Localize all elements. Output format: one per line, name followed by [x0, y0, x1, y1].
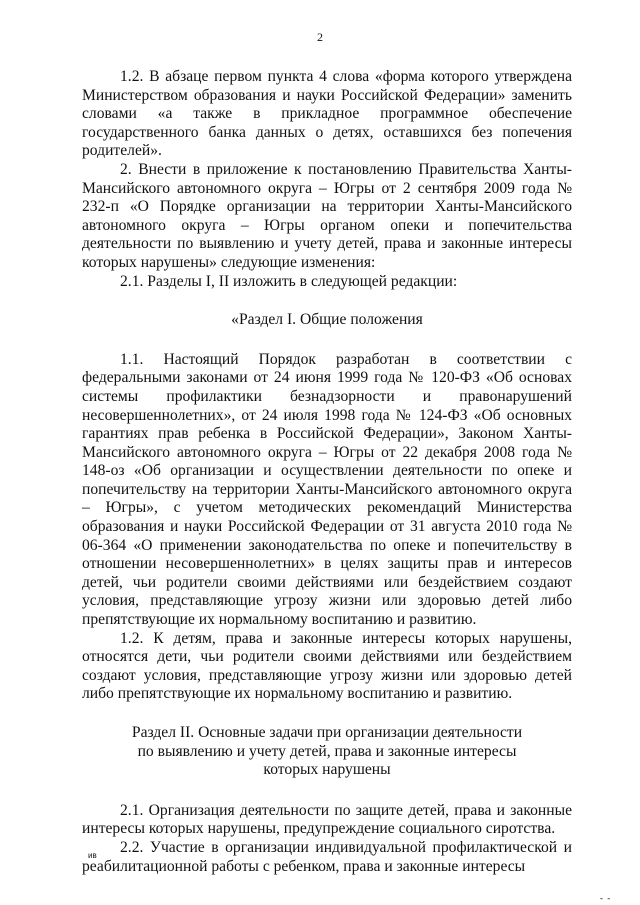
document-body [82, 68, 572, 876]
section-1-paragraph-1-2: 1.2. К детям, права и законные интересы которых нарушены, относятся дети, чьи родители своими действиями или бездействием создают условия, представляющие угрозу жизни или здоровью детей либо препятствующие их нормальному воспитанию и развитию. [82, 629, 572, 703]
section-2-paragraph-2-1: 2.1. Организация деятельности по защите детей, права и законные интересы которых нарушены, предупреждение социального сиротства. [82, 801, 572, 838]
page-number: 2 [317, 30, 323, 44]
paragraph-2-1: 2.1. Разделы I, II изложить в следующей редакции: [120, 272, 458, 290]
paragraph-1-2: 1.2. В абзаце первом пункта 4 слова «форма которого утверждена Министерством образования и науки Российской Федерации» заменить словами «а также в прикладное программное обеспечение государственного банка данных о детях, оставшихся без попечения родителей». [82, 68, 572, 160]
section-2-paragraph-2-2: 2.2. Участие в организации индивидуальной профилактической и реабилитационной работы с ребенком, права и законные интересы [82, 838, 572, 875]
section-2-heading-line-1: Раздел II. Основные задачи при организации деятельности [131, 724, 523, 741]
paragraph-2: 2. Внести в приложение к постановлению Правительства Ханты-Мансийского автономного округа – Югры от 2 сентября 2009 года № 232-п «О Порядке организации на территории Ханты-Мансийского автономного округа – Югры органом опеки и попечительства деятельности по выявлению и учету детей, права и законные интересы которых нарушены» следующие изменения: [82, 160, 572, 271]
section-1-heading: «Раздел I. Общие положения [231, 311, 423, 329]
section-2-heading [82, 724, 572, 780]
footer-code: ив [88, 851, 97, 860]
section-2-heading-line-2: по выявлению и учету детей, права и законные интересы [137, 742, 517, 760]
section-2-heading-line-3: которых нарушены [263, 761, 391, 779]
section-1-paragraph-1-1: 1.1. Настоящий Порядок разработан в соответствии с федеральными законами от 24 июня 1999 года № 120-ФЗ «Об основах системы профилактики безнадзорности и правонарушений несовершеннолетних», от 24 июля 1998 года № 124-ФЗ «Об основных гарантиях прав ребенка в Российской Федерации», Законом Ханты-Мансийского автономного округа – Югры от 22 декабря 2008 года № 148-оз «Об организации и осуществлении деятельности по опеке и попечительству на территории Ханты-Мансийского автономного округа – Югры», с учетом методических рекомендаций Министерства образования и науки Российской Федерации от 31 августа 2010 года № 06-364 «О применении законодательства по опеке и попечительству в отношении несовершеннолетних» в целях защиты прав и интересов детей, чьи родители своими действиями или бездействием создают условия, представляющие угрозу жизни или здоровью детей либо препятствующие их нормальному воспитанию и развитию. [82, 350, 572, 629]
corner-mark: - - [600, 893, 612, 903]
